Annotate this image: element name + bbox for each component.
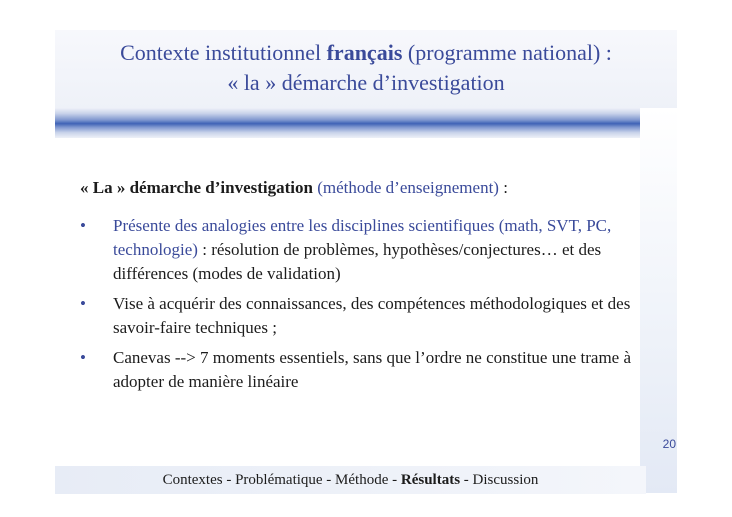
bullet-item: • Vise à acquérir des connaissances, des compétences méthodologiques et des savoir-faire techniques ;: [80, 294, 631, 337]
bullet-list: [80, 214, 655, 394]
bullet-icon: •: [80, 348, 86, 367]
title-line-1: Contexte institutionnel français (programme national) :: [120, 40, 612, 65]
slide-content: [80, 176, 655, 400]
page-number: 20: [662, 437, 676, 451]
footer-current-section: Résultats: [400, 472, 461, 488]
footer-navigation: Contextes - Problématique - Méthode - Résultats - Discussion: [162, 472, 539, 488]
bullet-item: • Présente des analogies entre les disciplines scientifiques (math, SVT, PC, technologie) : résolution de problèmes, hypothèses/conjectures… et des différences (modes de validation): [80, 216, 612, 283]
bullet-icon: •: [80, 294, 86, 313]
bullet-icon: •: [80, 216, 86, 235]
header-band: [55, 108, 677, 138]
title-bold-word: français: [326, 40, 403, 65]
title-line-2: « la » démarche d’investigation: [227, 70, 505, 95]
bullet-item: • Canevas --> 7 moments essentiels, sans que l’ordre ne constitue une trame à adopter de manière linéaire: [80, 348, 632, 391]
slide-title: [55, 38, 677, 98]
intro-line: « La » démarche d’investigation (méthode d’enseignement) :: [80, 178, 508, 197]
